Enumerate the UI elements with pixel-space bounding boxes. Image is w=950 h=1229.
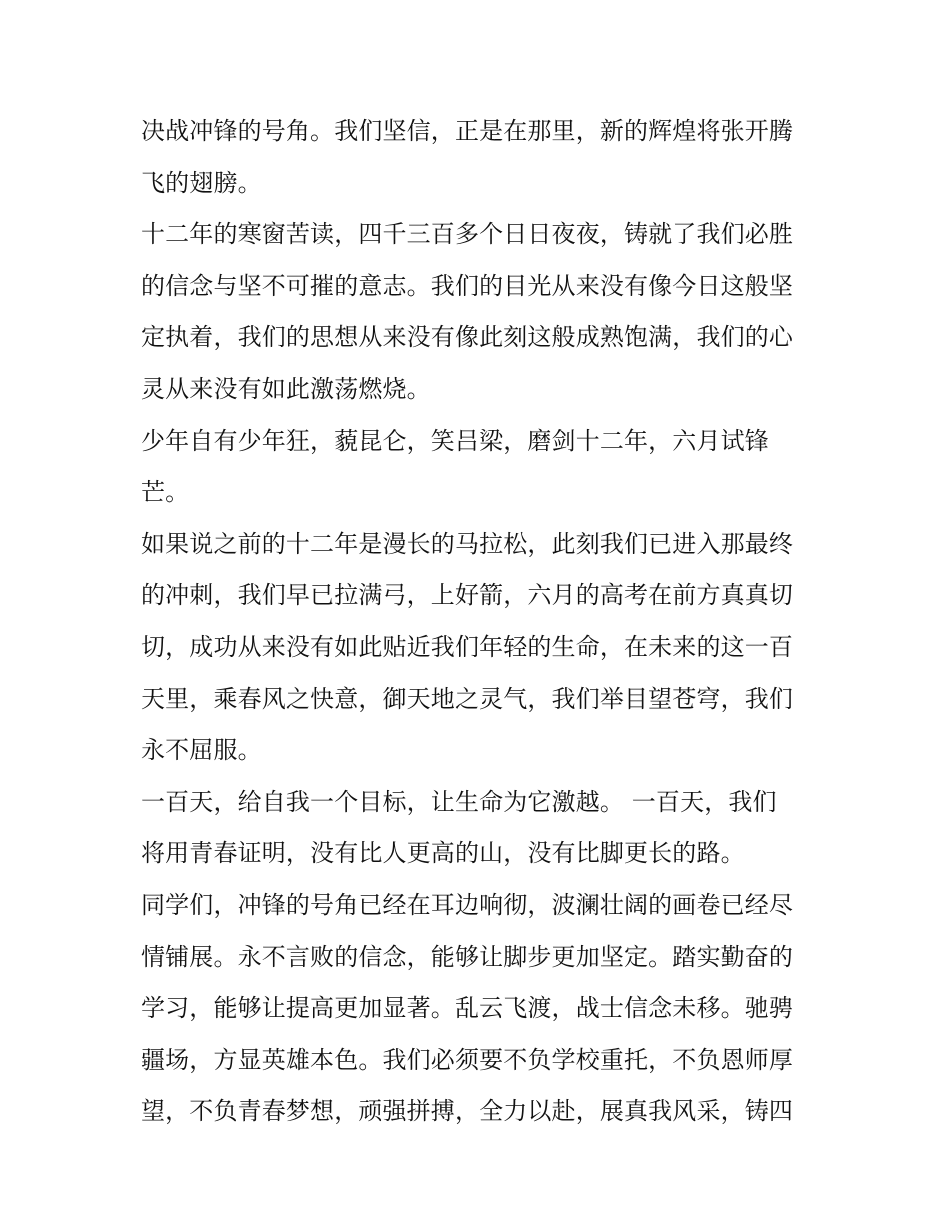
text-line: 将用青春证明，没有比人更高的山，没有比脚更长的路。 xyxy=(141,839,745,868)
text-line: 切，成功从来没有如此贴近我们年轻的生命，在未来的这一百 xyxy=(141,632,794,661)
text-line: 十二年的寒窗苦读，四千三百多个日日夜夜，铸就了我们必胜 xyxy=(141,220,794,249)
text-line: 学习，能够让提高更加显著。乱云飞渡，战士信念未移。驰骋 xyxy=(141,994,794,1023)
text-line: 决战冲锋的号角。我们坚信，正是在那里，新的辉煌将张开腾 xyxy=(141,117,794,145)
text-line: 同学们，冲锋的号角已经在耳边响彻，波澜壮阔的画卷已经尽 xyxy=(141,890,794,919)
text-line: 灵从来没有如此激荡燃烧。 xyxy=(141,374,431,403)
text-line: 情铺展。永不言败的信念，能够让脚步更加坚定。踏实勤奋的 xyxy=(141,942,794,971)
text-line: 天里，乘春风之快意，御天地之灵气，我们举目望苍穹，我们 xyxy=(141,684,794,713)
text-line: 定执着，我们的思想从来没有像此刻这般成熟饱满，我们的心 xyxy=(141,323,794,352)
text-line: 的信念与坚不可摧的意志。我们的目光从来没有像今日这般坚 xyxy=(141,271,794,300)
text-line: 少年自有少年狂，藐昆仑，笑吕梁，磨剑十二年，六月试锋 xyxy=(141,426,769,455)
text-line: 飞的翅膀。 xyxy=(141,168,262,197)
document-body xyxy=(141,106,821,1138)
text-line: 望，不负青春梦想，顽强拼搏，全力以赴，展真我风采，铸四 xyxy=(141,1097,794,1126)
text-line: 芒。 xyxy=(141,478,190,507)
text-line: 如果说之前的十二年是漫长的马拉松，此刻我们已进入那最终 xyxy=(141,529,794,558)
text-line: 一百天，给自我一个目标，让生命为它激越。 一百天，我们 xyxy=(141,787,777,816)
text-line: 疆场，方显英雄本色。我们必须要不负学校重托，不负恩师厚 xyxy=(141,1045,794,1074)
text-line: 永不屈服。 xyxy=(141,736,262,765)
text-line: 的冲刺，我们早已拉满弓，上好箭，六月的高考在前方真真切 xyxy=(141,581,794,610)
